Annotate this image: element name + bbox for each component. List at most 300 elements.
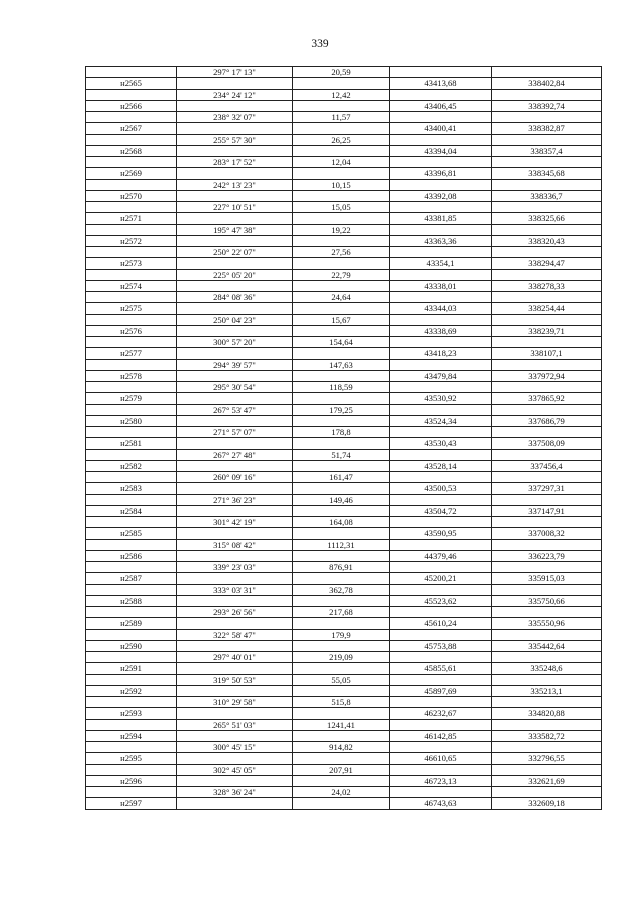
empty-cell [86, 247, 177, 258]
x-coordinate-cell: 46743,63 [390, 798, 492, 809]
empty-cell [492, 314, 602, 325]
segment-row [86, 157, 602, 168]
segment-row [86, 562, 602, 573]
empty-cell [492, 787, 602, 798]
empty-cell [390, 562, 492, 573]
empty-cell [177, 393, 293, 404]
empty-cell [492, 292, 602, 303]
y-coordinate-cell: 337147,91 [492, 505, 602, 516]
empty-cell [293, 550, 390, 561]
empty-cell [390, 787, 492, 798]
empty-cell [293, 573, 390, 584]
empty-cell [177, 753, 293, 764]
point-name-cell: н2576 [86, 325, 177, 336]
empty-cell [293, 483, 390, 494]
y-coordinate-cell: 332796,55 [492, 753, 602, 764]
x-coordinate-cell: 46723,13 [390, 775, 492, 786]
point-row [86, 258, 602, 269]
empty-cell [86, 652, 177, 663]
empty-cell [390, 697, 492, 708]
segment-length-cell: 15,67 [293, 314, 390, 325]
y-coordinate-cell: 338320,43 [492, 235, 602, 246]
point-row [86, 123, 602, 134]
point-row [86, 235, 602, 246]
y-coordinate-cell: 335750,66 [492, 595, 602, 606]
empty-cell [86, 719, 177, 730]
x-coordinate-cell: 43344,03 [390, 303, 492, 314]
y-coordinate-cell: 337686,79 [492, 415, 602, 426]
point-name-cell: н2586 [86, 550, 177, 561]
segment-length-cell: 24,64 [293, 292, 390, 303]
empty-cell [390, 134, 492, 145]
empty-cell [390, 89, 492, 100]
direction-angle-cell: 301° 42' 19" [177, 517, 293, 528]
x-coordinate-cell: 45855,61 [390, 663, 492, 674]
point-row [86, 78, 602, 89]
y-coordinate-cell: 335248,6 [492, 663, 602, 674]
y-coordinate-cell: 338254,44 [492, 303, 602, 314]
empty-cell [177, 325, 293, 336]
empty-cell [293, 393, 390, 404]
empty-cell [86, 404, 177, 415]
y-coordinate-cell: 333582,72 [492, 730, 602, 741]
point-name-cell: н2580 [86, 415, 177, 426]
point-name-cell: н2593 [86, 708, 177, 719]
point-row [86, 505, 602, 516]
y-coordinate-cell: 334820,88 [492, 708, 602, 719]
empty-cell [390, 494, 492, 505]
empty-cell [177, 528, 293, 539]
segment-row [86, 494, 602, 505]
empty-cell [390, 427, 492, 438]
empty-cell [492, 202, 602, 213]
point-row [86, 370, 602, 381]
segment-length-cell: 219,09 [293, 652, 390, 663]
empty-cell [293, 100, 390, 111]
empty-cell [86, 494, 177, 505]
empty-cell [390, 157, 492, 168]
point-row [86, 348, 602, 359]
empty-cell [86, 202, 177, 213]
segment-length-cell: 22,79 [293, 269, 390, 280]
point-name-cell: н2581 [86, 438, 177, 449]
segment-length-cell: 26,25 [293, 134, 390, 145]
segment-row [86, 584, 602, 595]
direction-angle-cell: 322° 58' 47" [177, 629, 293, 640]
point-row [86, 573, 602, 584]
point-row [86, 280, 602, 291]
empty-cell [293, 78, 390, 89]
empty-cell [390, 404, 492, 415]
x-coordinate-cell: 43338,69 [390, 325, 492, 336]
segment-length-cell: 161,47 [293, 472, 390, 483]
segment-length-cell: 12,04 [293, 157, 390, 168]
segment-row [86, 517, 602, 528]
direction-angle-cell: 250° 04' 23" [177, 314, 293, 325]
point-name-cell: н2572 [86, 235, 177, 246]
point-name-cell: н2571 [86, 213, 177, 224]
empty-cell [390, 629, 492, 640]
empty-cell [86, 157, 177, 168]
empty-cell [390, 652, 492, 663]
point-name-cell: н2595 [86, 753, 177, 764]
segment-length-cell: 15,05 [293, 202, 390, 213]
point-row [86, 393, 602, 404]
empty-cell [293, 663, 390, 674]
x-coordinate-cell: 46142,85 [390, 730, 492, 741]
empty-cell [86, 89, 177, 100]
y-coordinate-cell: 337508,09 [492, 438, 602, 449]
empty-cell [390, 269, 492, 280]
empty-cell [86, 607, 177, 618]
empty-cell [86, 224, 177, 235]
point-row [86, 618, 602, 629]
point-name-cell: н2584 [86, 505, 177, 516]
x-coordinate-cell: 43338,01 [390, 280, 492, 291]
empty-cell [177, 685, 293, 696]
segment-length-cell: 1241,41 [293, 719, 390, 730]
segment-length-cell: 147,63 [293, 359, 390, 370]
x-coordinate-cell: 43528,14 [390, 460, 492, 471]
empty-cell [293, 168, 390, 179]
empty-cell [86, 674, 177, 685]
empty-cell [492, 247, 602, 258]
empty-cell [492, 337, 602, 348]
segment-row [86, 742, 602, 753]
direction-angle-cell: 265° 51' 03" [177, 719, 293, 730]
point-name-cell: н2570 [86, 190, 177, 201]
y-coordinate-cell: 338382,87 [492, 123, 602, 134]
empty-cell [86, 292, 177, 303]
y-coordinate-cell: 335442,64 [492, 640, 602, 651]
segment-row [86, 112, 602, 123]
x-coordinate-cell: 43530,43 [390, 438, 492, 449]
point-name-cell: н2594 [86, 730, 177, 741]
empty-cell [177, 348, 293, 359]
empty-cell [390, 764, 492, 775]
point-name-cell: н2569 [86, 168, 177, 179]
x-coordinate-cell: 45610,24 [390, 618, 492, 629]
point-name-cell: н2589 [86, 618, 177, 629]
empty-cell [390, 359, 492, 370]
point-row [86, 595, 602, 606]
direction-angle-cell: 302° 45' 05" [177, 764, 293, 775]
empty-cell [177, 663, 293, 674]
empty-cell [177, 258, 293, 269]
segment-row [86, 269, 602, 280]
direction-angle-cell: 315° 08' 42" [177, 539, 293, 550]
coordinates-table [85, 66, 602, 810]
x-coordinate-cell: 43354,1 [390, 258, 492, 269]
segment-row [86, 449, 602, 460]
empty-cell [390, 224, 492, 235]
empty-cell [390, 314, 492, 325]
segment-length-cell: 10,15 [293, 179, 390, 190]
empty-cell [177, 370, 293, 381]
y-coordinate-cell: 338345,68 [492, 168, 602, 179]
empty-cell [390, 539, 492, 550]
empty-cell [86, 337, 177, 348]
y-coordinate-cell: 335550,96 [492, 618, 602, 629]
x-coordinate-cell: 43500,53 [390, 483, 492, 494]
empty-cell [492, 517, 602, 528]
y-coordinate-cell: 338402,84 [492, 78, 602, 89]
empty-cell [177, 460, 293, 471]
y-coordinate-cell: 338357,4 [492, 145, 602, 156]
empty-cell [177, 798, 293, 809]
empty-cell [492, 742, 602, 753]
empty-cell [492, 472, 602, 483]
point-name-cell: н2585 [86, 528, 177, 539]
point-row [86, 550, 602, 561]
segment-row [86, 67, 602, 78]
x-coordinate-cell: 43406,45 [390, 100, 492, 111]
empty-cell [390, 292, 492, 303]
x-coordinate-cell: 46232,67 [390, 708, 492, 719]
point-name-cell: н2591 [86, 663, 177, 674]
empty-cell [177, 640, 293, 651]
y-coordinate-cell: 332609,18 [492, 798, 602, 809]
empty-cell [177, 595, 293, 606]
empty-cell [86, 67, 177, 78]
point-name-cell: н2583 [86, 483, 177, 494]
empty-cell [293, 325, 390, 336]
empty-cell [177, 505, 293, 516]
point-row [86, 663, 602, 674]
empty-cell [177, 550, 293, 561]
point-row [86, 753, 602, 764]
x-coordinate-cell: 43418,23 [390, 348, 492, 359]
point-row [86, 100, 602, 111]
point-row [86, 775, 602, 786]
empty-cell [492, 67, 602, 78]
point-name-cell: н2596 [86, 775, 177, 786]
segment-row [86, 539, 602, 550]
empty-cell [293, 798, 390, 809]
y-coordinate-cell: 338107,1 [492, 348, 602, 359]
empty-cell [86, 382, 177, 393]
segment-length-cell: 207,91 [293, 764, 390, 775]
empty-cell [492, 607, 602, 618]
empty-cell [177, 190, 293, 201]
empty-cell [86, 584, 177, 595]
segment-length-cell: 19,22 [293, 224, 390, 235]
direction-angle-cell: 234° 24' 12" [177, 89, 293, 100]
empty-cell [177, 618, 293, 629]
x-coordinate-cell: 45897,69 [390, 685, 492, 696]
y-coordinate-cell: 338336,7 [492, 190, 602, 201]
segment-row [86, 787, 602, 798]
point-name-cell: н2592 [86, 685, 177, 696]
empty-cell [492, 719, 602, 730]
empty-cell [293, 753, 390, 764]
segment-row [86, 179, 602, 190]
segment-length-cell: 149,46 [293, 494, 390, 505]
empty-cell [293, 280, 390, 291]
segment-length-cell: 178,8 [293, 427, 390, 438]
direction-angle-cell: 242° 13' 23" [177, 179, 293, 190]
point-name-cell: н2578 [86, 370, 177, 381]
segment-row [86, 202, 602, 213]
empty-cell [293, 415, 390, 426]
point-name-cell: н2590 [86, 640, 177, 651]
empty-cell [293, 123, 390, 134]
empty-cell [390, 382, 492, 393]
point-row [86, 145, 602, 156]
empty-cell [492, 89, 602, 100]
empty-cell [293, 505, 390, 516]
point-name-cell: н2597 [86, 798, 177, 809]
empty-cell [492, 674, 602, 685]
point-row [86, 798, 602, 809]
point-row [86, 325, 602, 336]
empty-cell [177, 168, 293, 179]
segment-row [86, 359, 602, 370]
x-coordinate-cell: 43530,92 [390, 393, 492, 404]
empty-cell [86, 517, 177, 528]
segment-row [86, 292, 602, 303]
empty-cell [86, 742, 177, 753]
direction-angle-cell: 255° 57' 30" [177, 134, 293, 145]
empty-cell [492, 562, 602, 573]
empty-cell [390, 247, 492, 258]
segment-row [86, 697, 602, 708]
empty-cell [86, 359, 177, 370]
empty-cell [86, 112, 177, 123]
point-name-cell: н2567 [86, 123, 177, 134]
point-name-cell: н2568 [86, 145, 177, 156]
empty-cell [177, 775, 293, 786]
y-coordinate-cell: 338239,71 [492, 325, 602, 336]
segment-row [86, 472, 602, 483]
empty-cell [86, 629, 177, 640]
point-row [86, 168, 602, 179]
point-name-cell: н2582 [86, 460, 177, 471]
empty-cell [86, 472, 177, 483]
empty-cell [390, 517, 492, 528]
segment-row [86, 314, 602, 325]
empty-cell [390, 112, 492, 123]
direction-angle-cell: 267° 53' 47" [177, 404, 293, 415]
segment-row [86, 404, 602, 415]
segment-row [86, 134, 602, 145]
empty-cell [177, 303, 293, 314]
point-row [86, 685, 602, 696]
y-coordinate-cell: 336223,79 [492, 550, 602, 561]
x-coordinate-cell: 43413,68 [390, 78, 492, 89]
empty-cell [293, 370, 390, 381]
direction-angle-cell: 293° 26' 56" [177, 607, 293, 618]
empty-cell [492, 449, 602, 460]
direction-angle-cell: 310° 29' 58" [177, 697, 293, 708]
empty-cell [492, 134, 602, 145]
empty-cell [492, 404, 602, 415]
empty-cell [492, 539, 602, 550]
empty-cell [293, 258, 390, 269]
empty-cell [390, 674, 492, 685]
empty-cell [177, 415, 293, 426]
empty-cell [86, 764, 177, 775]
empty-cell [390, 337, 492, 348]
direction-angle-cell: 267° 27' 48" [177, 449, 293, 460]
direction-angle-cell: 271° 57' 07" [177, 427, 293, 438]
empty-cell [177, 78, 293, 89]
empty-cell [492, 179, 602, 190]
direction-angle-cell: 295° 30' 54" [177, 382, 293, 393]
segment-length-cell: 27,56 [293, 247, 390, 258]
y-coordinate-cell: 338392,74 [492, 100, 602, 111]
segment-row [86, 337, 602, 348]
empty-cell [86, 562, 177, 573]
point-name-cell: н2565 [86, 78, 177, 89]
point-row [86, 303, 602, 314]
direction-angle-cell: 339° 23' 03" [177, 562, 293, 573]
empty-cell [293, 438, 390, 449]
empty-cell [177, 145, 293, 156]
segment-length-cell: 1112,31 [293, 539, 390, 550]
direction-angle-cell: 227° 10' 51" [177, 202, 293, 213]
y-coordinate-cell: 335213,1 [492, 685, 602, 696]
direction-angle-cell: 319° 50' 53" [177, 674, 293, 685]
empty-cell [390, 584, 492, 595]
direction-angle-cell: 284° 08' 36" [177, 292, 293, 303]
empty-cell [390, 449, 492, 460]
direction-angle-cell: 300° 57' 20" [177, 337, 293, 348]
segment-length-cell: 179,25 [293, 404, 390, 415]
empty-cell [293, 303, 390, 314]
y-coordinate-cell: 338325,66 [492, 213, 602, 224]
empty-cell [177, 730, 293, 741]
empty-cell [177, 573, 293, 584]
segment-length-cell: 154,64 [293, 337, 390, 348]
x-coordinate-cell: 45200,21 [390, 573, 492, 584]
empty-cell [293, 730, 390, 741]
point-name-cell: н2579 [86, 393, 177, 404]
empty-cell [86, 427, 177, 438]
empty-cell [492, 629, 602, 640]
point-row [86, 640, 602, 651]
empty-cell [177, 438, 293, 449]
empty-cell [390, 719, 492, 730]
empty-cell [492, 427, 602, 438]
segment-row [86, 629, 602, 640]
empty-cell [86, 134, 177, 145]
point-name-cell: н2574 [86, 280, 177, 291]
y-coordinate-cell: 337865,92 [492, 393, 602, 404]
direction-angle-cell: 300° 45' 15" [177, 742, 293, 753]
direction-angle-cell: 328° 36' 24" [177, 787, 293, 798]
x-coordinate-cell: 46610,65 [390, 753, 492, 764]
empty-cell [177, 708, 293, 719]
segment-row [86, 674, 602, 685]
segment-length-cell: 55,05 [293, 674, 390, 685]
empty-cell [177, 280, 293, 291]
empty-cell [293, 775, 390, 786]
point-name-cell: н2577 [86, 348, 177, 359]
segment-row [86, 652, 602, 663]
segment-length-cell: 179,9 [293, 629, 390, 640]
empty-cell [86, 314, 177, 325]
x-coordinate-cell: 43394,04 [390, 145, 492, 156]
y-coordinate-cell: 332621,69 [492, 775, 602, 786]
point-row [86, 708, 602, 719]
segment-length-cell: 51,74 [293, 449, 390, 460]
empty-cell [492, 224, 602, 235]
segment-row [86, 224, 602, 235]
empty-cell [492, 157, 602, 168]
y-coordinate-cell: 337972,94 [492, 370, 602, 381]
direction-angle-cell: 271° 36' 23" [177, 494, 293, 505]
